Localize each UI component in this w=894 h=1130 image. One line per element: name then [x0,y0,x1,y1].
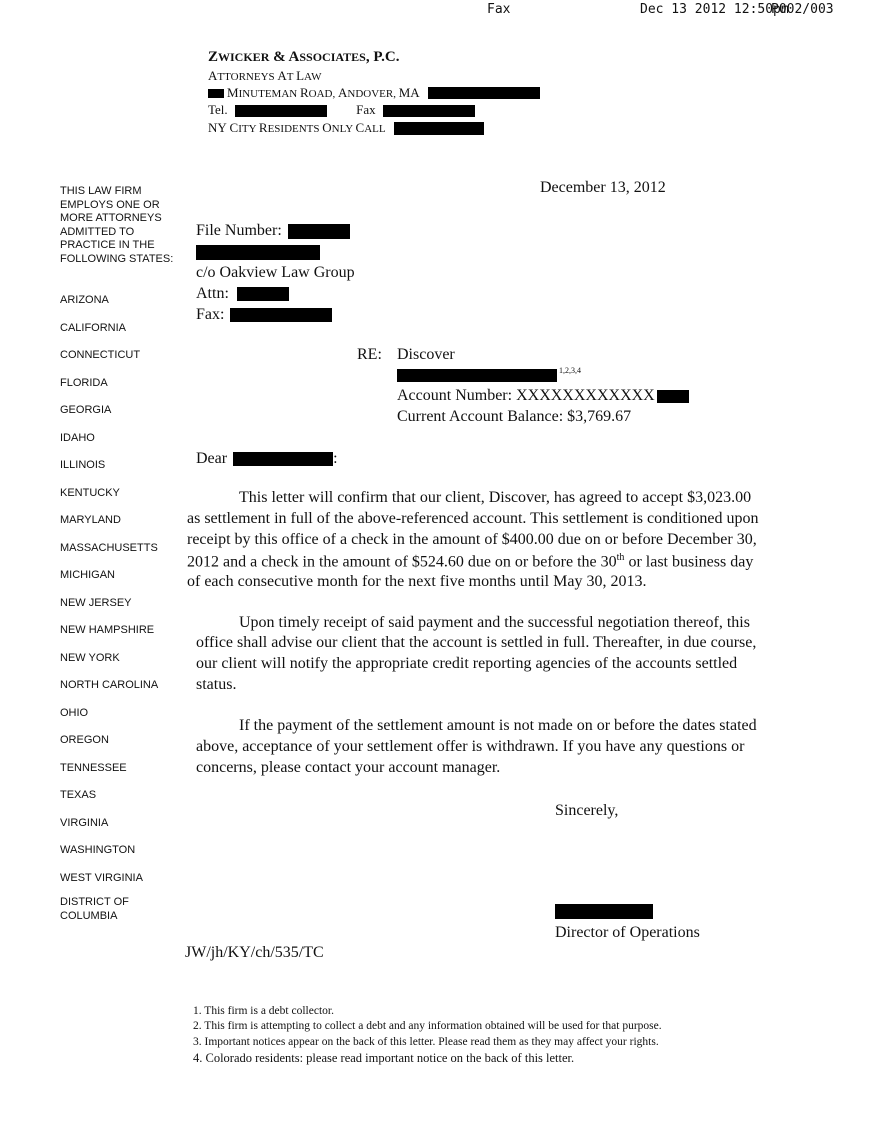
signer-title: Director of Operations [555,924,700,941]
re-debtor-line [397,366,581,384]
re-client: Discover [397,346,455,363]
paragraph-line: If the payment of the settlement amount is not made on or before the dates stated [239,717,757,734]
sidebar-intro-line: THIS LAW FIRM [60,185,142,197]
fax-page-number: P002/003 [771,2,834,17]
sidebar-intro-line: ADMITTED TO [60,225,135,238]
redaction-bar [196,245,320,260]
paragraph-line: above, acceptance of your settlement offer is withdrawn. If you have any questions or [196,738,745,755]
recipient-attn-line: Attn: [196,283,289,304]
file-number-line: File Number: [196,220,350,241]
paragraph-line: of each consecutive month for the next five months until May 30, 2013. [187,573,647,590]
redaction-bar [657,390,689,403]
paragraph-line: concerns, please contact your account manager. [196,759,501,776]
state-item: WEST VIRGINIA [60,871,143,884]
firm-ny-line: NY CITY RESIDENTS ONLY CALL [208,119,484,137]
footnote-4: 4. Colorado residents: please read important notice on the back of this letter. [193,1051,575,1065]
paragraph-line: as settlement in full of the above-referenced account. This settlement is conditioned upon [187,510,759,527]
redaction-bar [394,122,484,135]
state-item: ILLINOIS [60,459,106,471]
sidebar-intro-line: MORE ATTORNEYS [60,212,162,224]
paragraph-line: office shall advise our client that the account is settled in full. Thereafter, in due course, [196,634,757,651]
state-item: NEW JERSEY [60,596,132,609]
footnote-1: 1. This firm is a debt collector. [193,1005,334,1017]
state-item: KENTUCKY [60,486,120,499]
footnote-2: 2. This firm is attempting to collect a debt and any information obtained will be used for that purpose. [193,1020,662,1032]
re-label: RE: [357,346,382,363]
paragraph-line: status. [196,676,237,693]
fax-label: Fax [487,2,511,17]
state-item: ARIZONA [60,294,109,306]
firm-subtitle: ATTORNEYS AT LAW [208,68,322,83]
state-item: MARYLAND [60,514,121,526]
fax-datetime: Dec 13 2012 12:50pm [640,2,789,17]
recipient-name-redaction [196,243,320,261]
closing: Sincerely, [555,802,619,819]
state-item: TEXAS [60,789,97,801]
footnote-refs: 1,2,3,4 [559,366,581,375]
redaction-bar [555,904,653,919]
account-number-line: Account Number: XXXXXXXXXXXX [397,385,689,406]
redaction-bar [397,369,557,382]
salutation: Dear : [196,450,338,467]
firm-name: ZWICKER & ASSOCIATES, P.C. [208,49,400,65]
state-item: GEORGIA [60,404,112,416]
state-item: DISTRICT OF [60,896,129,908]
state-item: OREGON [60,734,109,746]
state-item: CALIFORNIA [60,321,127,334]
paragraph-line: receipt by this office of a check in the amount of $400.00 due on or before December 30, [187,531,757,548]
state-item: OHIO [60,706,89,719]
sidebar-intro-line: PRACTICE IN THE [60,239,155,251]
state-item: MICHIGAN [60,569,115,581]
state-item: NORTH CAROLINA [60,679,159,691]
state-item: NEW HAMPSHIRE [60,624,155,636]
redaction-bar [288,224,350,239]
state-item: MASSACHUSETTS [60,541,158,554]
paragraph-line: our client will notify the appropriate credit reporting agencies of the accounts settled [196,655,738,672]
redaction-bar [383,105,475,117]
state-item: COLUMBIA [60,909,118,922]
paragraph-line: This letter will confirm that our client, Discover, has agreed to accept $3,023.00 [239,489,752,506]
redaction-bar [237,287,289,301]
redaction-bar [233,452,333,466]
state-item: WASHINGTON [60,844,136,856]
state-item: IDAHO [60,431,95,444]
state-item: TENNESSEE [60,761,127,774]
sidebar-intro-line: FOLLOWING STATES: [60,252,174,265]
state-item: FLORIDA [60,376,108,389]
letter-date: December 13, 2012 [540,179,666,196]
recipient-fax-line: Fax: [196,304,332,325]
state-item: NEW YORK [60,651,120,664]
reference-initials: JW/jh/KY/ch/535/TC [185,944,324,961]
redaction-bar [428,87,540,99]
redaction-bar [208,89,224,98]
recipient-co-line: c/o Oakview Law Group [196,264,355,281]
redaction-bar [235,105,327,117]
firm-phone-line: Tel. Fax [208,102,475,118]
paragraph-line: Upon timely receipt of said payment and the successful negotiation thereof, this [239,614,750,631]
redaction-bar [230,308,332,322]
state-item: VIRGINIA [60,816,109,829]
state-item: CONNECTICUT [60,349,141,361]
signature-redaction [555,902,653,920]
firm-address: MINUTEMAN ROAD, ANDOVER, MA [208,84,540,102]
sidebar-intro-line: EMPLOYS ONE OR [60,198,160,211]
current-balance-line: Current Account Balance: $3,769.67 [397,408,632,425]
paragraph-line: 2012 and a check in the amount of $524.60 due on or before the 30th or last business day [187,552,754,571]
footnote-3: 3. Important notices appear on the back of this letter. Please read them as they may affect your rights. [193,1036,659,1048]
